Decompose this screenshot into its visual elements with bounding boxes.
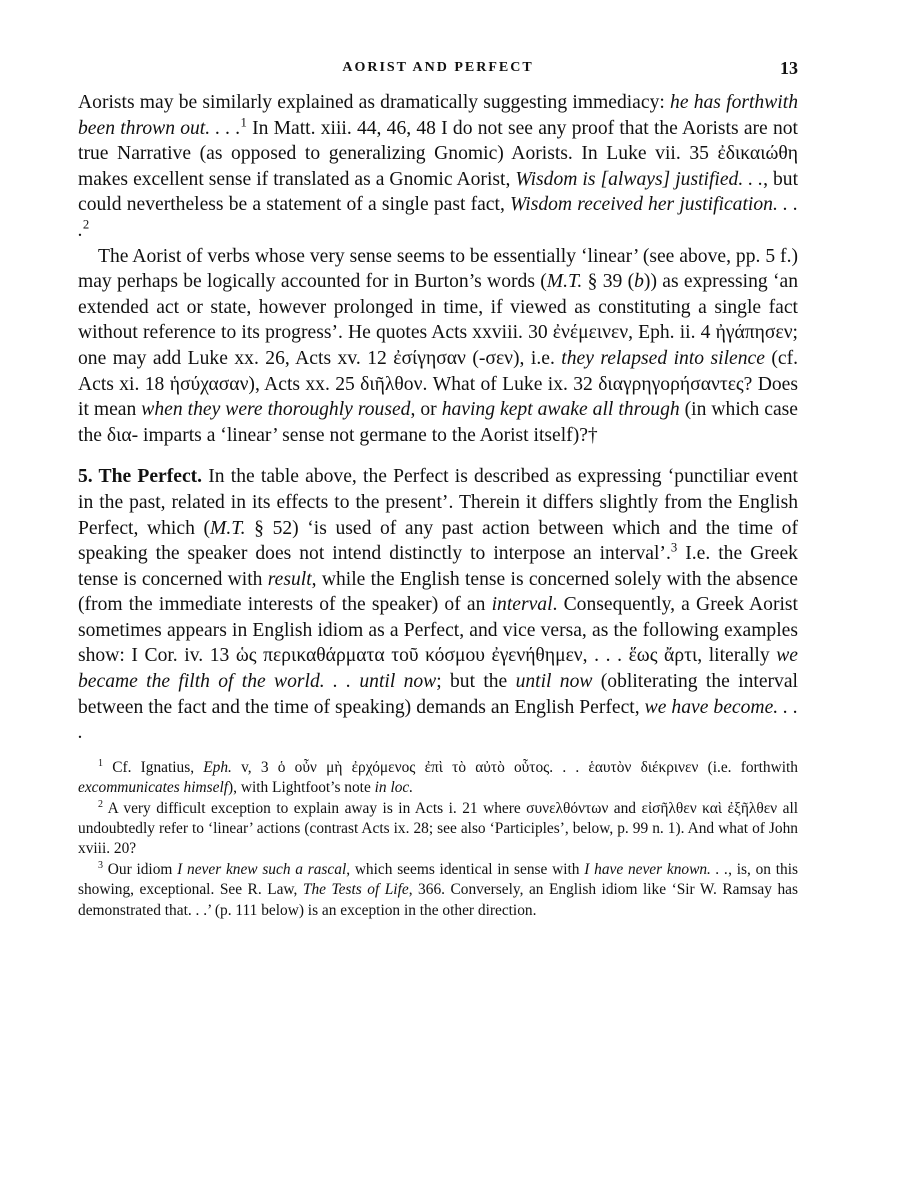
text-run: A very difficult exception to explain away is in Acts i. 21 where συνελθόντων and εἰσῆλθεν καὶ ἐξῆλθεν all undoubtedly refer to ‘linear’ actions (contrast Acts ix. 28; see also ‘Participles’, below, p. 99 n. 1). And what of John xviii. 20?	[78, 799, 798, 858]
text-run: , is, on this showing, exceptional. See R. Law,	[78, 860, 798, 899]
text-run: (cf. Acts xi. 18 ἡσύχασαν), Acts xx. 25 διῆλθον. What of Luke ix. 32 διαγρηγορήσαντες? Does it mean	[78, 347, 798, 421]
text-run: )) as expressing ‘an extended act or state, however prolonged in time, if viewed as constituting a single fact without reference to its progress’. He quotes Acts xxviii. 30 ἐνέμεινεν, Eph. ii. 4 ἠγάπησεν; one may add Luke xx. 26, Acts xv. 12 ἐσίγησαν (-σεν), i.e.	[78, 271, 798, 369]
italic-text: M.T.	[210, 517, 246, 539]
text-run: In the table above, the Perfect is described as expressing ‘punctiliar event in the past, related in its effects to the present’. Therein it differs slightly from the English Perfect, which (	[78, 466, 798, 539]
page-header	[78, 56, 798, 90]
text-run: , 366. Conversely, an English idiom like ‘Sir W. Ramsay has demonstrated that. . .’ (p. 111 below) is an exception in the other direction.	[78, 881, 798, 919]
text-run: § 39 (	[582, 271, 635, 293]
text-run: , but could nevertheless be a statement of a single past fact,	[78, 168, 799, 216]
italic-text: excommunicates himself	[78, 779, 229, 797]
italic-text: Eph.	[203, 758, 232, 776]
text-run: v, 3 ὁ οὖν μὴ ἐρχόμενος ἐπὶ τὸ αὐτὸ οὗτος. . . ἑαυτὸν διέκρινεν (i.e. forthwith	[231, 758, 798, 776]
footnote	[78, 799, 798, 860]
page-number: 13	[780, 58, 798, 78]
text-run: (obliterating the interval between the fact and the time of speaking) demands an English Perfect,	[78, 671, 798, 718]
text-run: The Aorist of verbs whose very sense seems to be essentially ‘linear’ (see above, pp. 5 f.) may perhaps be logically accounted for in Burton’s words (	[78, 245, 798, 293]
italic-text: we became the filth of the world. . . until now	[78, 645, 798, 693]
text-run: . Consequently, a Greek Aorist sometimes appears in English idiom as a Perfect, and vice versa, as the following examples show: I Cor. iv. 13 ὡς περικαθάρματα τοῦ κόσμου ἐγενήθημεν, . . . ἕως ἄρτι, literally	[78, 594, 798, 667]
text-run: In Matt. xiii. 44, 46, 48 I do not see any proof that the Aorists are not true Narrative (as opposed to generalizing Gnomic) Aorists. In Luke vii. 35 ἐδικαιώθη makes excellent sense if translated as a Gnomic Aorist,	[78, 117, 798, 190]
text-run: (in which case the δια- imparts a ‘linear’ sense not germane to the Aorist itself)?†	[78, 399, 798, 446]
text-run: § 52) ‘is used of any past action between which and the time of speaking the speaker does not intend distinctly to interpose an interval’.	[78, 517, 798, 565]
paragraph-the-perfect	[78, 464, 798, 746]
text-run: ; but the	[436, 671, 516, 693]
section-heading: 5. The Perfect.	[78, 466, 203, 488]
footnote-marker: 1	[240, 115, 247, 130]
footnote-marker: 3	[670, 540, 678, 555]
italic-text: The Tests of Life	[302, 881, 409, 899]
text-run: , which seems identical in sense with	[346, 860, 585, 878]
body-text	[78, 90, 798, 746]
text-run: ), with Lightfoot’s note	[228, 779, 375, 797]
footnote	[78, 860, 798, 921]
text-run: Our idiom	[103, 860, 178, 878]
italic-text: they relapsed into silence	[561, 347, 765, 369]
footnote-marker: 2	[98, 798, 103, 810]
paragraph-linear-verbs	[78, 244, 798, 449]
footnote-marker: 1	[98, 757, 103, 769]
italic-text: we have become. . . .	[78, 696, 798, 744]
italic-text: result	[267, 568, 312, 590]
text-run: , while the English tense is concerned solely with the absence (from the immediate interests of the speaker) of an	[78, 568, 798, 616]
footnote-marker: 2	[82, 217, 90, 232]
footnotes	[78, 758, 798, 921]
italic-text: b	[634, 271, 644, 293]
paragraph-aorists-immediacy	[78, 90, 798, 244]
italic-text: Wisdom is [always] justified. . .	[515, 168, 764, 190]
footnote	[78, 758, 798, 799]
italic-text: I never knew such a rascal	[177, 860, 347, 878]
text-run: Cf. Ignatius,	[103, 758, 204, 776]
italic-text: M.T.	[546, 271, 583, 293]
book-page	[78, 56, 798, 921]
running-head: AORIST AND PERFECT	[342, 60, 534, 75]
italic-text: Wisdom received her justification. . . .	[78, 194, 798, 241]
text-run: , or	[410, 399, 442, 421]
italic-text: until now	[515, 671, 593, 693]
italic-text: I have never known. . .	[584, 860, 729, 878]
footnote-marker: 3	[98, 859, 103, 871]
italic-text: having kept awake all through	[441, 399, 680, 421]
text-run: I.e. the Greek tense is concerned with	[78, 543, 798, 590]
text-run: Aorists may be similarly explained as dramatically suggesting immediacy:	[78, 92, 671, 113]
italic-text: in loc.	[374, 779, 414, 797]
italic-text: when they were thoroughly roused	[141, 399, 411, 421]
italic-text: interval	[491, 594, 553, 616]
italic-text: he has forthwith been thrown out. . . .	[78, 92, 798, 139]
section-break	[78, 448, 798, 464]
